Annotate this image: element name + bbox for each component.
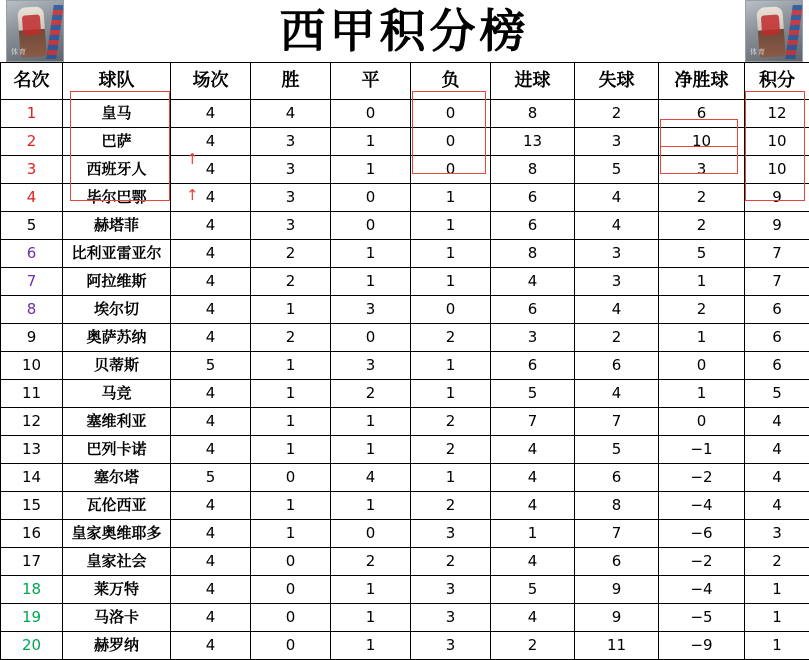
cell-goals-for: 6: [491, 184, 575, 212]
cell-team-name: 奥萨苏纳: [63, 324, 171, 352]
table-row: [1, 576, 809, 604]
cell-points: 4: [745, 492, 809, 520]
cell-team-name: 巴列卡诺: [63, 436, 171, 464]
column-header-goal-diff: 净胜球: [659, 63, 745, 100]
cell-goals-for: 6: [491, 296, 575, 324]
cell-played: 4: [171, 296, 251, 324]
cell-goals-against: 4: [575, 380, 659, 408]
cell-win: 3: [251, 128, 331, 156]
cell-goals-for: 8: [491, 240, 575, 268]
cell-goals-against: 4: [575, 184, 659, 212]
cell-goal-diff: −4: [659, 576, 745, 604]
cell-win: 0: [251, 632, 331, 660]
cell-points: 7: [745, 268, 809, 296]
cell-goal-diff: −1: [659, 436, 745, 464]
cell-played: 4: [171, 240, 251, 268]
cell-points: 10: [745, 156, 809, 184]
cell-goals-for: 4: [491, 436, 575, 464]
cell-goals-against: 5: [575, 436, 659, 464]
cell-team-name: 马竞: [63, 380, 171, 408]
cell-win: 2: [251, 324, 331, 352]
cell-loss: 3: [411, 632, 491, 660]
cell-goals-for: 4: [491, 464, 575, 492]
cell-rank: 8: [1, 296, 63, 324]
column-header-played: 场次: [171, 63, 251, 100]
cell-rank: 9: [1, 324, 63, 352]
cell-draw: 1: [331, 436, 411, 464]
cell-team-name: 皇马: [63, 100, 171, 128]
cell-points: 1: [745, 632, 809, 660]
cell-goal-diff: −9: [659, 632, 745, 660]
cell-goals-against: 9: [575, 604, 659, 632]
cell-played: 4: [171, 436, 251, 464]
cell-team-name: 西班牙人: [63, 156, 171, 184]
cell-goals-for: 13: [491, 128, 575, 156]
cell-played: 4: [171, 324, 251, 352]
cell-draw: 0: [331, 520, 411, 548]
cell-draw: 1: [331, 128, 411, 156]
cell-draw: 1: [331, 604, 411, 632]
cell-goal-diff: 0: [659, 352, 745, 380]
cell-points: 6: [745, 352, 809, 380]
cell-played: 4: [171, 268, 251, 296]
cell-draw: 2: [331, 380, 411, 408]
cell-played: 4: [171, 492, 251, 520]
column-header-team: 球队: [63, 63, 171, 100]
cell-goals-for: 4: [491, 492, 575, 520]
cell-played: 4: [171, 548, 251, 576]
cell-rank: 6: [1, 240, 63, 268]
cell-played: 4: [171, 520, 251, 548]
cell-win: 1: [251, 520, 331, 548]
cell-goals-for: 3: [491, 324, 575, 352]
cell-played: 4: [171, 212, 251, 240]
cell-goal-diff: 2: [659, 212, 745, 240]
cell-goal-diff: 2: [659, 184, 745, 212]
cell-rank: 10: [1, 352, 63, 380]
table-row: [1, 380, 809, 408]
cell-points: 6: [745, 296, 809, 324]
cell-points: 3: [745, 520, 809, 548]
cell-goals-against: 2: [575, 324, 659, 352]
logo-stripe-icon: [785, 5, 803, 59]
cell-points: 2: [745, 548, 809, 576]
cell-team-name: 皇家社会: [63, 548, 171, 576]
cell-goals-for: 8: [491, 156, 575, 184]
cell-rank: 14: [1, 464, 63, 492]
cell-played: 4: [171, 184, 251, 212]
cell-goals-for: 8: [491, 100, 575, 128]
cell-loss: 3: [411, 520, 491, 548]
cell-goal-diff: 1: [659, 268, 745, 296]
column-header-goals-against: 失球: [575, 63, 659, 100]
table-row: [1, 212, 809, 240]
cell-draw: 4: [331, 464, 411, 492]
table-row: [1, 548, 809, 576]
cell-win: 2: [251, 240, 331, 268]
cell-points: 9: [745, 212, 809, 240]
table-row: [1, 100, 809, 128]
cell-loss: 0: [411, 128, 491, 156]
table-row: [1, 436, 809, 464]
table-row: [1, 296, 809, 324]
cell-points: 10: [745, 128, 809, 156]
cell-team-name: 贝蒂斯: [63, 352, 171, 380]
cell-points: 4: [745, 436, 809, 464]
cell-goals-for: 4: [491, 604, 575, 632]
cell-goals-against: 3: [575, 240, 659, 268]
arrow-up-icon-rank3: ↑: [186, 152, 199, 167]
table-row: [1, 632, 809, 660]
cell-rank: 1: [1, 100, 63, 128]
cell-draw: 1: [331, 268, 411, 296]
cell-rank: 5: [1, 212, 63, 240]
logo-stripe-icon: [46, 5, 64, 59]
cell-rank: 12: [1, 408, 63, 436]
cell-loss: 1: [411, 380, 491, 408]
logo-watermark: 体育: [11, 47, 27, 57]
cell-team-name: 马洛卡: [63, 604, 171, 632]
cell-goal-diff: −2: [659, 548, 745, 576]
table-row: [1, 604, 809, 632]
cell-loss: 3: [411, 604, 491, 632]
cell-rank: 3: [1, 156, 63, 184]
table-body: [1, 100, 809, 660]
logo-left: [6, 0, 64, 62]
cell-goals-for: 6: [491, 352, 575, 380]
logo-right: [745, 0, 803, 62]
cell-goals-against: 7: [575, 408, 659, 436]
cell-points: 12: [745, 100, 809, 128]
cell-played: 4: [171, 380, 251, 408]
cell-goals-against: 4: [575, 212, 659, 240]
cell-win: 0: [251, 576, 331, 604]
cell-goals-against: 2: [575, 100, 659, 128]
cell-rank: 4: [1, 184, 63, 212]
cell-goals-against: 11: [575, 632, 659, 660]
cell-points: 5: [745, 380, 809, 408]
cell-goals-against: 3: [575, 128, 659, 156]
cell-goals-against: 4: [575, 296, 659, 324]
cell-draw: 3: [331, 352, 411, 380]
cell-played: 4: [171, 576, 251, 604]
cell-played: 4: [171, 632, 251, 660]
standings-table: [0, 62, 809, 660]
cell-points: 4: [745, 408, 809, 436]
table-row: [1, 520, 809, 548]
cell-win: 1: [251, 380, 331, 408]
cell-rank: 19: [1, 604, 63, 632]
cell-win: 3: [251, 156, 331, 184]
table-row: [1, 464, 809, 492]
column-header-loss: 负: [411, 63, 491, 100]
cell-team-name: 巴萨: [63, 128, 171, 156]
cell-loss: 2: [411, 436, 491, 464]
cell-goal-diff: 1: [659, 380, 745, 408]
cell-goals-against: 5: [575, 156, 659, 184]
cell-win: 3: [251, 212, 331, 240]
cell-rank: 7: [1, 268, 63, 296]
cell-played: 4: [171, 156, 251, 184]
page-title: 西甲积分榜: [280, 8, 530, 54]
cell-team-name: 皇家奥维耶多: [63, 520, 171, 548]
cell-goals-for: 5: [491, 576, 575, 604]
cell-goals-against: 3: [575, 268, 659, 296]
cell-goals-against: 8: [575, 492, 659, 520]
cell-win: 1: [251, 352, 331, 380]
cell-loss: 1: [411, 212, 491, 240]
cell-goals-for: 6: [491, 212, 575, 240]
cell-played: 5: [171, 352, 251, 380]
cell-goals-for: 7: [491, 408, 575, 436]
cell-played: 4: [171, 100, 251, 128]
cell-played: 4: [171, 604, 251, 632]
cell-goals-against: 7: [575, 520, 659, 548]
cell-rank: 16: [1, 520, 63, 548]
column-header-win: 胜: [251, 63, 331, 100]
cell-goal-diff: 0: [659, 408, 745, 436]
column-header-points: 积分: [745, 63, 809, 100]
cell-points: 1: [745, 604, 809, 632]
cell-goals-against: 6: [575, 352, 659, 380]
cell-points: 9: [745, 184, 809, 212]
cell-loss: 1: [411, 352, 491, 380]
cell-draw: 1: [331, 632, 411, 660]
cell-rank: 17: [1, 548, 63, 576]
cell-goals-for: 1: [491, 520, 575, 548]
cell-draw: 1: [331, 156, 411, 184]
cell-goals-against: 9: [575, 576, 659, 604]
table-row: [1, 128, 809, 156]
cell-goal-diff: 5: [659, 240, 745, 268]
cell-loss: 2: [411, 492, 491, 520]
cell-draw: 1: [331, 576, 411, 604]
cell-team-name: 瓦伦西亚: [63, 492, 171, 520]
table-row: [1, 352, 809, 380]
cell-loss: 2: [411, 408, 491, 436]
cell-goal-diff: −2: [659, 464, 745, 492]
cell-played: 4: [171, 128, 251, 156]
cell-draw: 0: [331, 100, 411, 128]
cell-rank: 2: [1, 128, 63, 156]
cell-team-name: 赫罗纳: [63, 632, 171, 660]
column-header-draw: 平: [331, 63, 411, 100]
cell-win: 3: [251, 184, 331, 212]
header-banner: [0, 0, 809, 62]
cell-team-name: 毕尔巴鄂: [63, 184, 171, 212]
cell-loss: 0: [411, 296, 491, 324]
cell-points: 1: [745, 576, 809, 604]
cell-team-name: 阿拉维斯: [63, 268, 171, 296]
cell-draw: 1: [331, 408, 411, 436]
cell-draw: 1: [331, 492, 411, 520]
cell-goal-diff: −4: [659, 492, 745, 520]
cell-goals-against: 6: [575, 548, 659, 576]
cell-loss: 0: [411, 100, 491, 128]
cell-loss: 3: [411, 576, 491, 604]
cell-points: 6: [745, 324, 809, 352]
cell-draw: 3: [331, 296, 411, 324]
cell-rank: 15: [1, 492, 63, 520]
table-row: [1, 240, 809, 268]
cell-draw: 0: [331, 184, 411, 212]
cell-loss: 0: [411, 156, 491, 184]
cell-draw: 0: [331, 324, 411, 352]
cell-team-name: 塞尔塔: [63, 464, 171, 492]
cell-loss: 2: [411, 324, 491, 352]
cell-win: 4: [251, 100, 331, 128]
cell-rank: 11: [1, 380, 63, 408]
cell-win: 0: [251, 548, 331, 576]
cell-played: 4: [171, 408, 251, 436]
cell-goal-diff: 3: [659, 156, 745, 184]
cell-goals-against: 6: [575, 464, 659, 492]
table-header-row: [1, 63, 809, 100]
arrow-up-icon-rank4: ↑: [186, 188, 199, 203]
cell-played: 5: [171, 464, 251, 492]
column-header-rank: 名次: [1, 63, 63, 100]
cell-draw: 1: [331, 240, 411, 268]
cell-win: 0: [251, 604, 331, 632]
cell-goals-for: 5: [491, 380, 575, 408]
cell-win: 1: [251, 492, 331, 520]
logo-watermark: 体育: [750, 47, 766, 57]
cell-goal-diff: 6: [659, 100, 745, 128]
cell-team-name: 塞维利亚: [63, 408, 171, 436]
cell-win: 2: [251, 268, 331, 296]
cell-team-name: 赫塔菲: [63, 212, 171, 240]
cell-draw: 0: [331, 212, 411, 240]
cell-win: 1: [251, 296, 331, 324]
cell-rank: 13: [1, 436, 63, 464]
table-row: [1, 268, 809, 296]
cell-goal-diff: −5: [659, 604, 745, 632]
cell-loss: 1: [411, 268, 491, 296]
cell-loss: 1: [411, 184, 491, 212]
cell-points: 7: [745, 240, 809, 268]
column-header-goals-for: 进球: [491, 63, 575, 100]
cell-loss: 2: [411, 548, 491, 576]
cell-draw: 2: [331, 548, 411, 576]
cell-goal-diff: 10: [659, 128, 745, 156]
cell-goals-for: 2: [491, 632, 575, 660]
cell-win: 1: [251, 436, 331, 464]
cell-loss: 1: [411, 240, 491, 268]
cell-goals-for: 4: [491, 268, 575, 296]
cell-points: 4: [745, 464, 809, 492]
table-row: [1, 324, 809, 352]
table-row: [1, 492, 809, 520]
table-row: [1, 156, 809, 184]
cell-loss: 1: [411, 464, 491, 492]
cell-rank: 18: [1, 576, 63, 604]
cell-goal-diff: −6: [659, 520, 745, 548]
cell-goal-diff: 1: [659, 324, 745, 352]
cell-team-name: 莱万特: [63, 576, 171, 604]
cell-goal-diff: 2: [659, 296, 745, 324]
table-row: [1, 184, 809, 212]
cell-rank: 20: [1, 632, 63, 660]
cell-team-name: 比利亚雷亚尔: [63, 240, 171, 268]
table-row: [1, 408, 809, 436]
cell-team-name: 埃尔切: [63, 296, 171, 324]
cell-goals-for: 4: [491, 548, 575, 576]
cell-win: 0: [251, 464, 331, 492]
cell-win: 1: [251, 408, 331, 436]
